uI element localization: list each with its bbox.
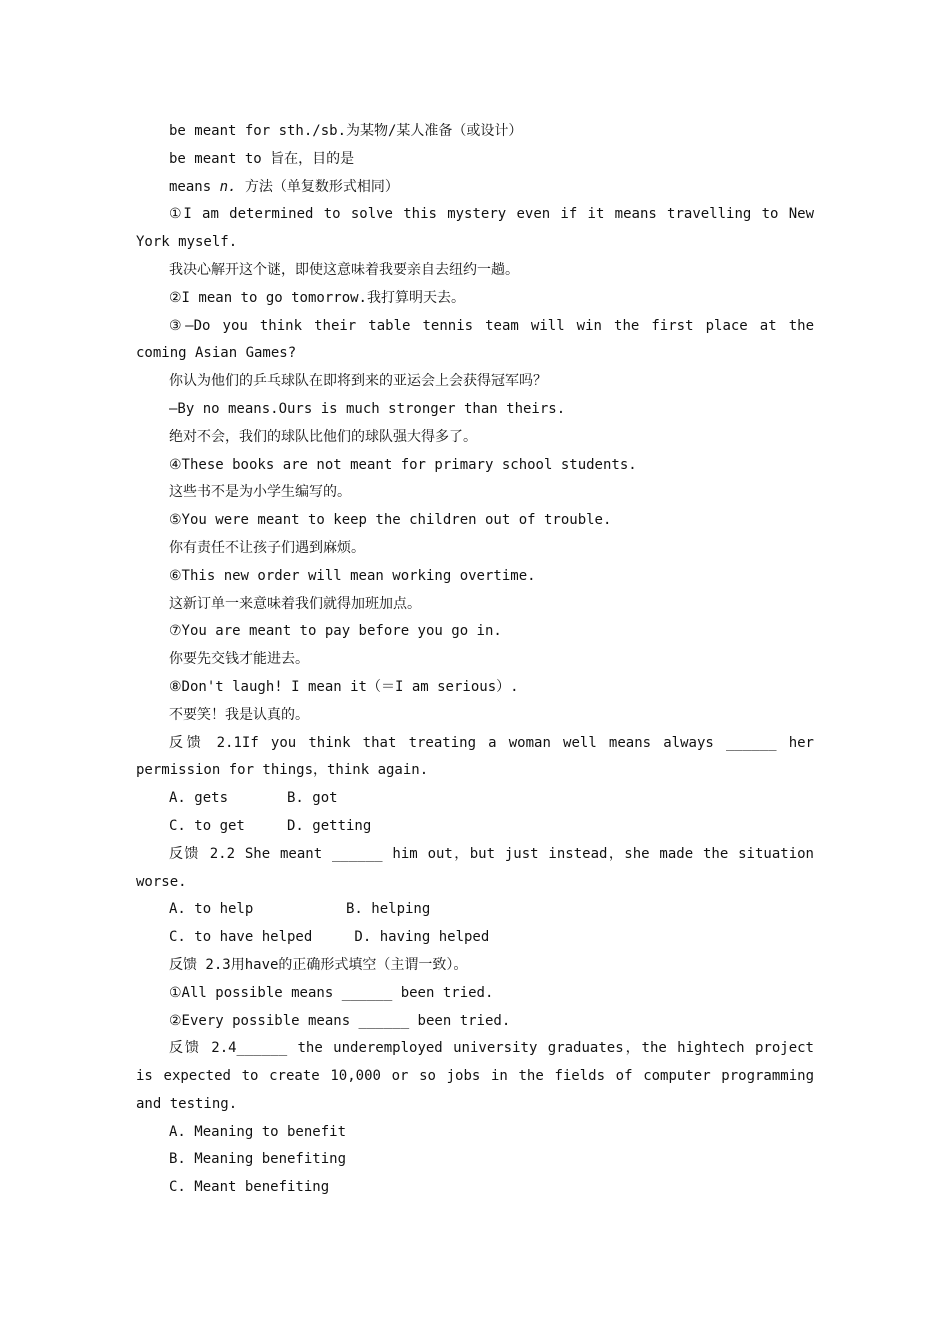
question-item: ①All possible means ______ been tried. bbox=[169, 984, 494, 1001]
question-options: B. Meaning benefiting bbox=[169, 1151, 347, 1168]
question-options: C. to get D. getting bbox=[169, 817, 372, 834]
example-sentence: ③—Do you think their table tennis team will win the first place at the coming Asian Games? bbox=[136, 317, 814, 362]
definition-line: means n. 方法（单复数形式相同） bbox=[169, 178, 399, 195]
question-stem: 反馈 2.4______ the underemployed university graduates，the hightech project is expected to create 10,000 or so jobs in the fields of computer programming and testing. bbox=[136, 1040, 814, 1112]
question-options: C. to have helped D. having helped bbox=[169, 929, 490, 946]
example-sentence: ⑧Don't laugh! I mean it（＝I am serious）. bbox=[169, 678, 519, 695]
question-item: ②Every possible means ______ been tried. bbox=[169, 1012, 511, 1029]
example-translation: 你认为他们的乒乓球队在即将到来的亚运会上会获得冠军吗？ bbox=[169, 373, 547, 390]
question-options: A. gets B. got bbox=[169, 790, 338, 807]
question-options: A. Meaning to benefit bbox=[169, 1123, 347, 1140]
definition-line: be meant to 旨在，目的是 bbox=[169, 150, 355, 167]
example-translation: 你要先交钱才能进去。 bbox=[169, 651, 309, 668]
example-sentence: ⑦You are meant to pay before you go in. bbox=[169, 623, 502, 640]
example-sentence: —By no means.Ours is much stronger than theirs. bbox=[169, 400, 566, 417]
example-translation: 这些书不是为小学生编写的。 bbox=[169, 484, 351, 501]
definition-line: be meant for sth./sb.为某物/某人准备（或设计） bbox=[169, 123, 523, 139]
question-stem: 反馈 2.2 She meant ______ him out，but just instead，she made the situation worse. bbox=[136, 845, 814, 890]
part-of-speech: n. bbox=[219, 178, 237, 195]
example-translation: 你有责任不让孩子们遇到麻烦。 bbox=[169, 539, 365, 556]
example-translation: 我决心解开这个谜，即使这意味着我要亲自去纽约一趟。 bbox=[169, 261, 519, 278]
question-stem: 反馈 2.1If you think that treating a woman well means always ______ her permission for things，think again. bbox=[136, 734, 814, 779]
example-sentence: ④These books are not meant for primary school students. bbox=[169, 456, 637, 473]
example-translation: 这新订单一来意味着我们就得加班加点。 bbox=[169, 595, 421, 612]
example-sentence: ⑤You were meant to keep the children out of trouble. bbox=[169, 512, 612, 529]
question-options: C. Meant benefiting bbox=[169, 1179, 330, 1196]
example-sentence: ②I mean to go tomorrow.我打算明天去。 bbox=[169, 289, 465, 306]
question-options: A. to help B. helping bbox=[169, 901, 431, 918]
example-translation: 不要笑！我是认真的。 bbox=[169, 706, 309, 723]
document-page bbox=[136, 118, 814, 1202]
example-sentence: ①I am determined to solve this mystery even if it means travelling to New York myself. bbox=[136, 206, 814, 251]
question-stem: 反馈 2.3用have的正确形式填空（主谓一致）。 bbox=[169, 956, 468, 973]
example-translation: 绝对不会，我们的球队比他们的球队强大得多了。 bbox=[169, 428, 477, 445]
example-sentence: ⑥This new order will mean working overtime. bbox=[169, 567, 536, 584]
